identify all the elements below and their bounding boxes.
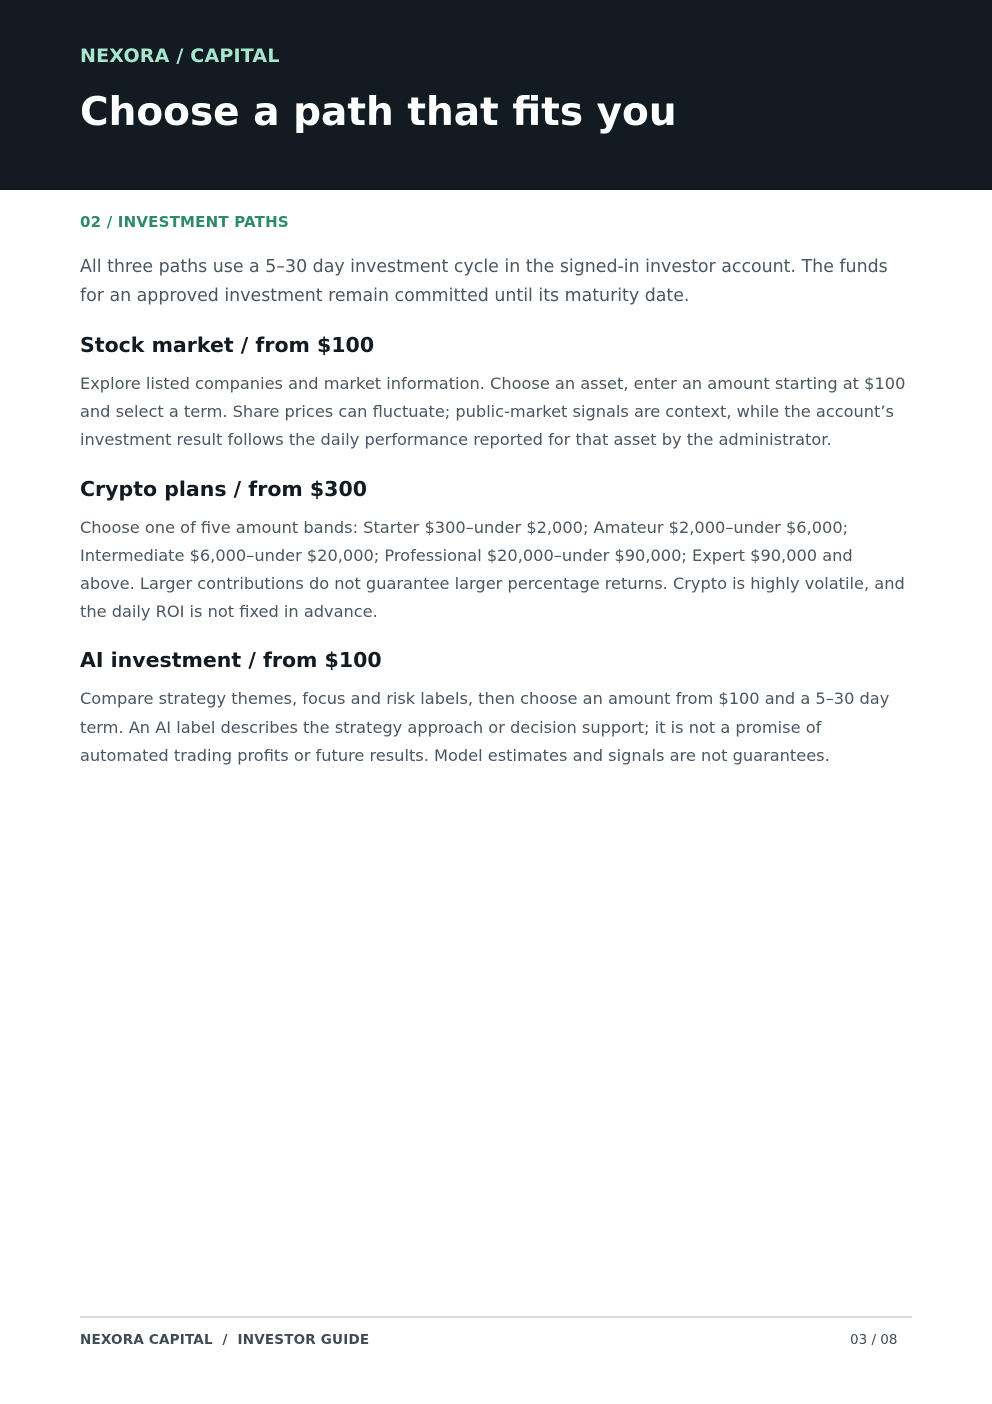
path-description: Explore listed companies and market information. Choose an asset, enter an amount starting at $100 and select a term. Share prices can fluctuate; public-market signals are context, while the account’s investment result follows the daily performance reported for that asset by the administrator. xyxy=(80,374,906,450)
page-number: 03 / 08 xyxy=(850,1332,898,1348)
footer-divider xyxy=(80,1316,912,1318)
brand-label: NEXORA / CAPITAL xyxy=(80,45,280,67)
path-title: Stock market / from $100 xyxy=(80,333,375,357)
footer-brand: NEXORA CAPITAL / INVESTOR GUIDE xyxy=(80,1332,370,1348)
path-stock-market xyxy=(80,331,912,455)
path-title: Crypto plans / from $300 xyxy=(80,476,367,501)
path-description: Compare strategy themes, focus and risk labels, then choose an amount from $100 and a 5–30 day term. An AI label describes the strategy approach or decision support; it is not a promise of automated trading profits or future results. Model estimates and signals are not guarantees. xyxy=(80,689,890,765)
path-ai-investment xyxy=(80,646,912,770)
path-crypto-plans xyxy=(80,475,912,627)
path-description: Choose one of five amount bands: Starter $300–under $2,000; Amateur $2,000–under $6,000; Intermediate $6,000–under $20,000; Professional $20,000–under $90,000; Expert $90,000 and above. Larger contributions do not guarantee larger percentage returns. Crypto is highly volatile, and the daily ROI is not fixed in advance. xyxy=(80,517,905,622)
intro-paragraph: All three paths use a 5–30 day investment cycle in the signed-in investor account. The funds for an approved investment remain committed until its maturity date. xyxy=(80,257,888,306)
main-content xyxy=(80,212,912,770)
path-title: AI investment / from $100 xyxy=(80,648,382,673)
header-band xyxy=(0,0,992,190)
section-label: 02 / INVESTMENT PATHS xyxy=(80,213,289,231)
page-title: Choose a path that fits you xyxy=(80,90,677,135)
